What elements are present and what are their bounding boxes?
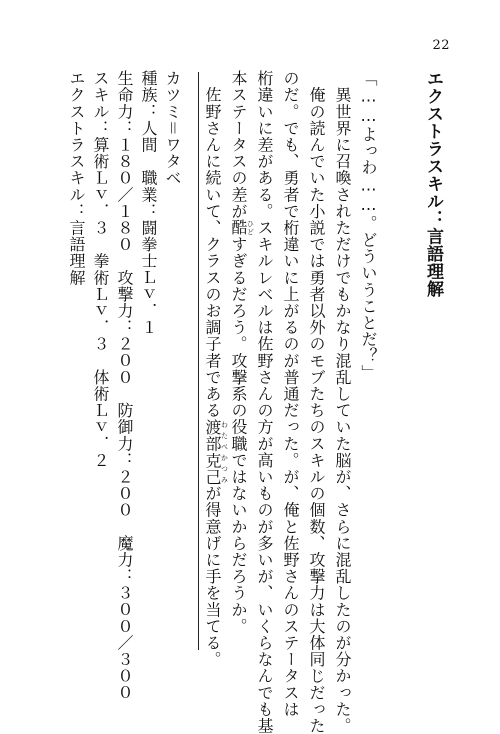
status-race-job: 種族：人間 職業：闘拳士Ｌｖ．１ [139,70,158,336]
ruby-text-watabe: わたべかつみ [220,418,229,486]
page-number: 22 [432,38,450,53]
body-line-7 [204,70,229,668]
body-line-6-after: すぎるだろう。攻撃系の役職ではないからだろうか。 [229,236,248,635]
ruby-base-hido: 酷 [229,219,248,237]
body-line-7-before: 佐野さんに続いて、クラスのお調子者である [203,70,222,419]
body-line-2: 異世界に召喚されただけでもかなり混乱していた脳が、さらに混乱したのが分かった。 [333,70,352,734]
body-line-6-before: 本ステータスの差が [229,70,248,220]
status-values: 生命力：１８０／１８０ 攻撃力：２００ 防御力：２００ 魔力：３００／３００ [115,70,134,701]
body-line-5: 桁違いに差がある。スキルレベルは佐野さんの方が高いものが多いが、いくらなんでも基 [255,70,274,734]
status-extra-skill: エクストラスキル：言語理解 [67,70,86,286]
ruby-text-hido: ひど [246,219,255,236]
body-line-7-after: が得意げに手を当てる。 [203,485,222,668]
body-line-4: のだ。でも、勇者で桁違いに上がるのが普通だった。が、俺と佐野さんのステータスは [281,70,300,718]
ruby-base-watabe: 渡部克己 [203,418,222,486]
status-name: カツミ＝ワタベ [163,70,182,187]
body-line-6 [230,70,255,634]
body-line-3: 俺の読んでいた小説では勇者以外のモブたちのスキルの個数、攻撃力は大体同じだった [307,70,326,734]
ruby-watabe [203,418,229,486]
chapter-title: エクストラスキル：言語理解 [423,70,443,298]
status-skills: スキル：算術Ｌｖ．３ 拳術Ｌｖ．３ 体術Ｌｖ．２ [91,70,110,469]
status-box-divider [198,72,199,650]
ruby-hido [229,219,255,237]
body-line-1: 「……よっわ……。どういうことだ？」 [359,70,378,381]
